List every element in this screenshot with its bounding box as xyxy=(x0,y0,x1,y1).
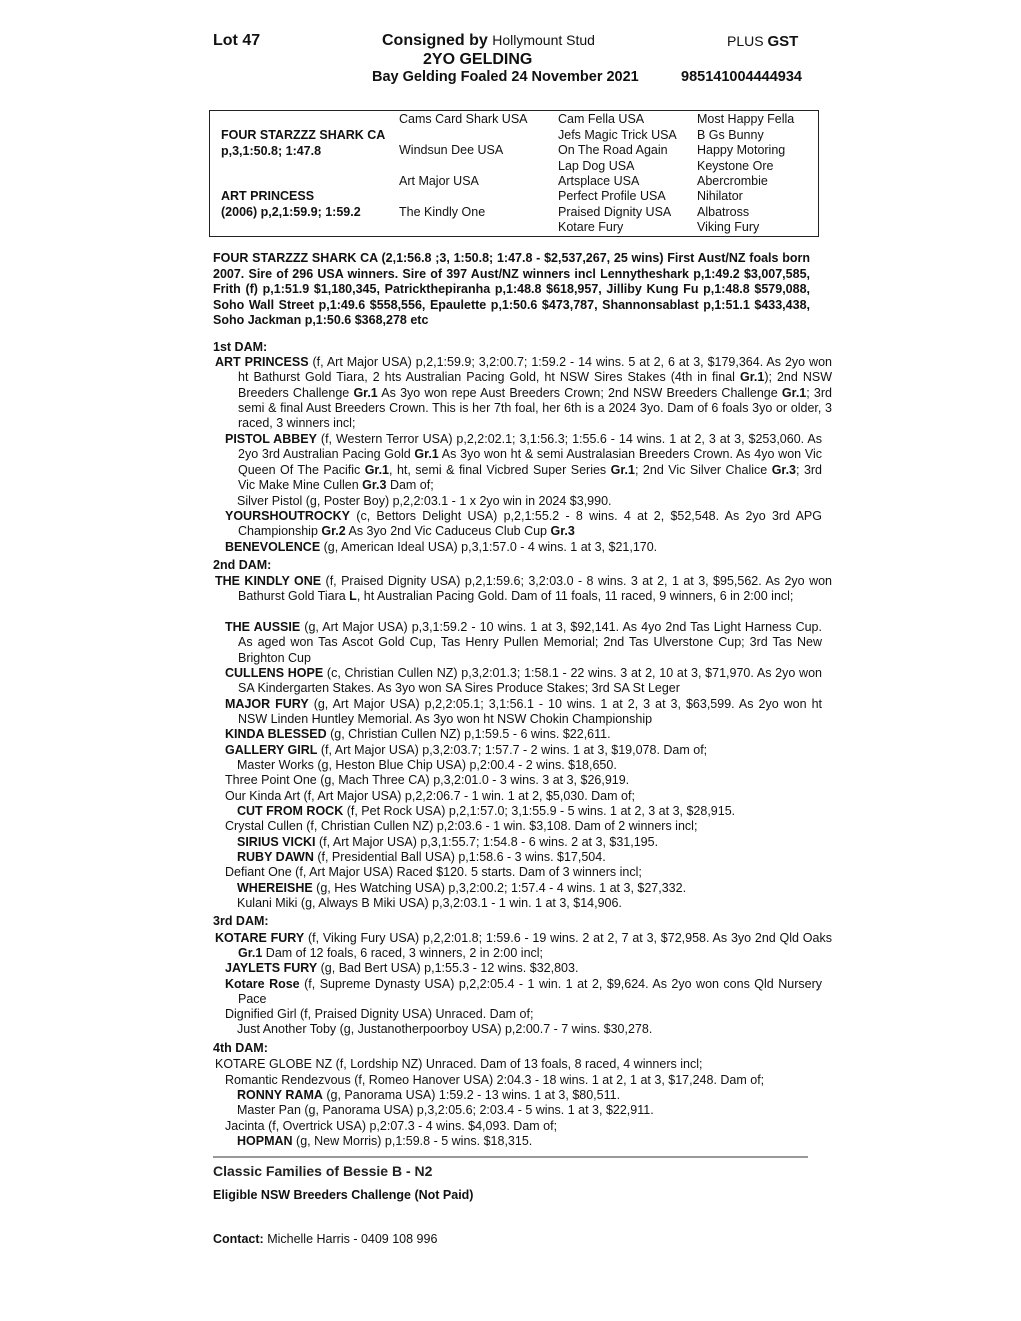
dam2-entry: Crystal Cullen (f, Christian Cullen NZ) p,2:03.6 - 1 win. $3,108. Dam of 2 winners incl; xyxy=(225,819,698,833)
dam3-entry: Just Another Toby (g, Justanotherpoorboy USA) p,2:00.7 - 7 wins. $30,278. xyxy=(237,1022,653,1036)
pedigree-g2-item: Cams Card Shark USA xyxy=(399,112,528,126)
pedigree-g3-item: Artsplace USA xyxy=(558,174,640,188)
pedigree-g2-item: The Kindly One xyxy=(399,205,486,219)
lot-number: Lot 47 xyxy=(213,32,261,49)
dam4-entry: HOPMAN (g, New Morris) p,1:59.8 - 5 wins. $18,315. xyxy=(237,1134,533,1148)
dam2-entry: Defiant One (f, Art Major USA) Raced $120. 5 starts. Dam of 3 winners incl; xyxy=(225,865,642,879)
dam3-entry: Kotare Rose (f, Supreme Dynasty USA) p,2,2:05.4 - 1 win. 1 at 2, $9,624. As 2yo won cons Qld Nursery Pace xyxy=(225,977,822,1007)
eligibility-line: Eligible NSW Breeders Challenge (Not Paid) xyxy=(213,1188,474,1202)
dam2-entry: KINDA BLESSED (g, Christian Cullen NZ) p,1:59.5 - 6 wins. $22,611. xyxy=(225,727,611,741)
footer-divider xyxy=(213,1156,808,1158)
gst-line xyxy=(727,33,798,50)
dam1-entry: PISTOL ABBEY (f, Western Terror USA) p,2,2:02.1; 3,1:56.3; 1:55.6 - 14 wins. 1 at 2, 3 at 3, $253,060. As 2yo 3rd Australian Pacing Gold Gr.1 As 3yo won ht & semi Australasian Breeders Crown. As 4yo won Vic Queen Of The Pacific Gr.1, ht, semi & final Vicbred Super Series Gr.1; 2nd Vic Silver Chalice Gr.3; 3rd Vic Make Mine Cullen Gr.3 Dam of; xyxy=(225,432,823,492)
dam1-heading: 1st DAM: xyxy=(213,340,268,354)
consigned-label: Consigned by xyxy=(382,32,488,49)
pedigree-g3-item: Cam Fella USA xyxy=(558,112,645,126)
dam2-entry: RUBY DAWN (f, Presidential Ball USA) p,1:58.6 - 3 wins. $17,504. xyxy=(237,850,606,864)
dam1-entry: YOURSHOUTROCKY (c, Bettors Delight USA) p,2,1:55.2 - 8 wins. 4 at 2, $52,548. As 2yo 3rd APG Championship Gr.2 As 3yo 2nd Vic Caduceus Club Cup Gr.3 xyxy=(225,509,822,539)
sire-summary: FOUR STARZZZ SHARK CA (2,1:56.8 ;3, 1:50.8; 1:47.8 - $2,537,267, 25 wins) First Aust/NZ foals born 2007. Sire of 296 USA winners. Sire of 397 Aust/NZ winners incl Lennytheshark p,1:49.2 $3,007,585, Frith (f) p,1:51.9 $1,180,345, Patrickthepiranha p,1:48.8 $618,957, Jilliby Kung Fu p,1:48.8 $579,088, Soho Wall Street p,1:49.6 $558,556, Epaulette p,1:50.6 $473,787, Shannonsablast p,1:51.1 $433,438, Soho Jackman p,1:50.6 $368,278 etc xyxy=(213,251,810,327)
pedigree-g4-item: Most Happy Fella xyxy=(697,112,795,126)
sex-age: 2YO GELDING xyxy=(423,51,533,68)
dam2-entry: GALLERY GIRL (f, Art Major USA) p,3,2:03.7; 1:57.7 - 2 wins. 1 at 3, $19,078. Dam of; xyxy=(225,743,708,757)
pedigree-g4-item: Albatross xyxy=(697,205,750,219)
family-line: Classic Families of Bessie B - N2 xyxy=(213,1163,433,1179)
pedigree-dam-record: (2006) p,2,1:59.9; 1:59.2 xyxy=(221,205,361,219)
pedigree-g2-item: Art Major USA xyxy=(399,174,479,188)
dam3-entry: Dignified Girl (f, Praised Dignity USA) Unraced. Dam of; xyxy=(225,1007,534,1021)
dam2-entry: Our Kinda Art (f, Art Major USA) p,2,2:06.7 - 1 win. 1 at 2, $5,030. Dam of; xyxy=(225,789,635,803)
pedigree-g4-item: Keystone Ore xyxy=(697,159,774,173)
pedigree-g4-item: Abercrombie xyxy=(697,174,768,188)
dam4-entry: Jacinta (f, Overtrick USA) p,2:07.3 - 4 wins. $4,093. Dam of; xyxy=(225,1119,558,1133)
dam2-entry: MAJOR FURY (g, Art Major USA) p,2,2:05.1; 3,1:56.1 - 10 wins. 1 at 2, 3 at 3, $63,599. As 2yo won ht NSW Linden Huntley Memorial. As 3yo won ht NSW Chokin Championship xyxy=(225,697,822,727)
dam3-entry: KOTARE FURY (f, Viking Fury USA) p,2,2:01.8; 1:59.6 - 19 wins. 2 at 2, 7 at 3, $72,958. As 3yo 2nd Qld Oaks Gr.1 Dam of 12 foals, 6 raced, 3 winners, 2 in 2:00 incl; xyxy=(215,931,832,961)
dam2-entry: THE AUSSIE (g, Art Major USA) p,3,1:59.2 - 10 wins. 1 at 3, $92,141. As 4yo 2nd Tas Light Harness Cup. As aged won Tas Ascot Gold Cup, Tas Henry Pullen Memorial; 2nd Tas Ulverstone Cup; 3rd Tas New Brighton Cup xyxy=(225,620,822,665)
pedigree-g3-item: Kotare Fury xyxy=(558,220,624,234)
pedigree-sire: FOUR STARZZZ SHARK CA xyxy=(221,128,386,142)
dam2-entry: Kulani Miki (g, Always B Miki USA) p,3,2:03.1 - 1 win. 1 at 3, $14,906. xyxy=(237,896,622,910)
dam2-entry: CULLENS HOPE (c, Christian Cullen NZ) p,3,2:01.3; 1:58.1 - 22 wins. 3 at 2, 10 at 3, $71,970. As 2yo won SA Kindergarten Stakes. As 3yo won SA Sires Produce Stakes; 3rd SA St Leger xyxy=(225,666,822,696)
pedigree-dam: ART PRINCESS xyxy=(221,189,315,203)
dam2-entry: CUT FROM ROCK (f, Pet Rock USA) p,2,1:57.0; 3,1:55.9 - 5 wins. 1 at 2, 3 at 3, $28,915. xyxy=(237,804,736,818)
pedigree-g4-item: Nihilator xyxy=(697,189,743,203)
contact-label: Contact: xyxy=(213,1232,264,1246)
dam4-entry: KOTARE GLOBE NZ (f, Lordship NZ) Unraced. Dam of 13 foals, 8 raced, 4 winners incl; xyxy=(215,1057,703,1071)
contact-line xyxy=(213,1232,437,1246)
pedigree-g3-item: Lap Dog USA xyxy=(558,159,635,173)
pedigree-g3-item: Perfect Profile USA xyxy=(558,189,666,203)
dam4-entry: RONNY RAMA (g, Panorama USA) 1:59.2 - 13 wins. 1 at 3, $80,511. xyxy=(237,1088,621,1102)
dam1-entry: Silver Pistol (g, Poster Boy) p,2,2:03.1 - 1 x 2yo win in 2024 $3,990. xyxy=(237,494,612,508)
dam2-entry: WHEREISHE (g, Hes Watching USA) p,3,2:00.2; 1:57.4 - 4 wins. 1 at 3, $27,332. xyxy=(237,881,687,895)
pedigree-sire-record: p,3,1:50.8; 1:47.8 xyxy=(221,144,322,158)
microchip-number: 985141004444934 xyxy=(681,69,802,85)
pedigree-g4-item: B Gs Bunny xyxy=(697,128,764,142)
plus-label: PLUS xyxy=(727,33,764,49)
pedigree-g4-item: Viking Fury xyxy=(697,220,760,234)
dam2-entry: THE KINDLY ONE (f, Praised Dignity USA) p,2,1:59.6; 3,2:03.0 - 8 wins. 3 at 2, 1 at 3, $95,562. As 2yo won Bathurst Gold Tiara L, ht Australian Pacing Gold. Dam of 11 foals, 11 raced, 9 winners, 6 in 2:00 incl; xyxy=(215,574,832,604)
dam1-entry: ART PRINCESS (f, Art Major USA) p,2,1:59.9; 3,2:00.7; 1:59.2 - 14 wins. 5 at 2, 6 at 3, $179,364. As 2yo won ht Bathurst Gold Tiara, 2 hts Australian Pacing Gold, ht NSW Sires Stakes (4th in final Gr.1); 2nd NSW Breeders Challenge Gr.1 As 3yo won repe Aust Breeders Crown; 2nd NSW Breeders Challenge Gr.1; 3rd semi & final Aust Breeders Crown. This is her 7th foal, her 6th is a 2024 3yo. Dam of 6 foals 3yo or older, 3 raced, 3 winners incl; xyxy=(215,355,832,431)
dam4-heading: 4th DAM: xyxy=(213,1041,268,1055)
pedigree-g3-item: Jefs Magic Trick USA xyxy=(558,128,677,142)
gst-label: GST xyxy=(767,33,799,50)
consigned-line xyxy=(382,32,595,50)
consignor: Hollymount Stud xyxy=(492,32,595,48)
dam3-heading: 3rd DAM: xyxy=(213,914,269,928)
dam1-entry: BENEVOLENCE (g, American Ideal USA) p,3,1:57.0 - 4 wins. 1 at 3, $21,170. xyxy=(225,540,658,554)
dam4-entry: Master Pan (g, Panorama USA) p,3,2:05.6; 2:03.4 - 5 wins. 1 at 3, $22,911. xyxy=(237,1103,654,1117)
pedigree-g4-item: Happy Motoring xyxy=(697,143,786,157)
pedigree-g3-item: Praised Dignity USA xyxy=(558,205,672,219)
contact-value: Michelle Harris - 0409 108 996 xyxy=(267,1232,438,1246)
dam2-heading: 2nd DAM: xyxy=(213,558,272,572)
dam2-entry: SIRIUS VICKI (f, Art Major USA) p,3,1:55.7; 1:54.8 - 6 wins. 2 at 3, $31,195. xyxy=(237,835,659,849)
dam4-entry: Romantic Rendezvous (f, Romeo Hanover USA) 2:04.3 - 18 wins. 1 at 2, 1 at 3, $17,248. Dam of; xyxy=(225,1073,765,1087)
dam2-entry: Master Works (g, Heston Blue Chip USA) p,2:00.4 - 2 wins. $18,650. xyxy=(237,758,617,772)
foaled-line: Bay Gelding Foaled 24 November 2021 xyxy=(372,69,639,85)
pedigree-g3-item: On The Road Again xyxy=(558,143,668,157)
pedigree-g2-item: Windsun Dee USA xyxy=(399,143,504,157)
dam3-entry: JAYLETS FURY (g, Bad Bert USA) p,1:55.3 - 12 wins. $32,803. xyxy=(225,961,579,975)
dam2-entry: Three Point One (g, Mach Three CA) p,3,2:01.0 - 3 wins. 3 at 3, $26,919. xyxy=(225,773,630,787)
